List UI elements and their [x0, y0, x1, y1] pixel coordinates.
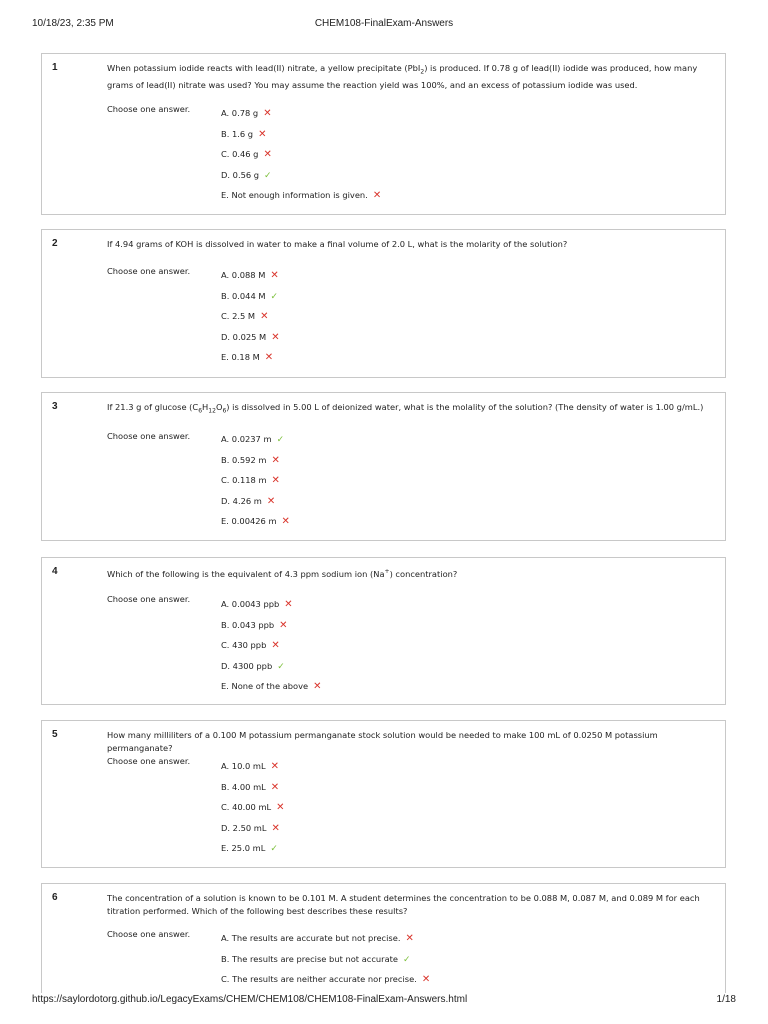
cross-mark-icon: ✕: [264, 352, 274, 363]
cross-mark-icon: ✕: [270, 781, 280, 793]
check-mark-icon: ✓: [264, 170, 272, 181]
cross-mark-icon: ✕: [260, 311, 269, 322]
answer-option[interactable]: C. 2.5 M ✕: [221, 311, 269, 322]
answer-option[interactable]: D. 2.50 mL ✕: [221, 822, 280, 834]
question-1: [41, 53, 726, 215]
answer-option[interactable]: B. 0.592 m ✕: [221, 454, 280, 466]
answer-option[interactable]: D. 0.025 M ✕: [221, 331, 280, 343]
question-number: 5: [52, 729, 58, 740]
cross-mark-icon: ✕: [284, 599, 293, 610]
answer-option[interactable]: E. Not enough information is given. ✕: [221, 190, 382, 201]
answer-option[interactable]: A. 0.088 M ✕: [221, 270, 279, 281]
answer-list: [221, 932, 430, 994]
cross-mark-icon: ✕: [263, 108, 272, 119]
check-mark-icon: ✓: [276, 435, 285, 445]
answer-option[interactable]: D. 0.56 g ✓: [221, 169, 272, 181]
choose-one-label: Choose one answer.: [107, 431, 191, 441]
cross-mark-icon: ✕: [372, 190, 382, 201]
question-number: 3: [52, 401, 58, 412]
page-number: 1/18: [716, 994, 736, 1005]
cross-mark-icon: ✕: [405, 933, 414, 944]
print-title: CHEM108-FinalExam-Answers: [314, 18, 454, 29]
question-5: [41, 720, 726, 868]
choose-one-label: Choose one answer.: [107, 266, 191, 276]
question-text: If 4.94 grams of KOH is dissolved in water to make a final volume of 2.0 L, what is the molarity of the solution?: [107, 239, 568, 249]
cross-mark-icon: ✕: [271, 475, 280, 486]
cross-mark-icon: ✕: [276, 802, 285, 813]
answer-option[interactable]: C. 40.00 mL ✕: [221, 802, 285, 813]
page-url: https://saylordotorg.github.io/LegacyExams/CHEM/CHEM108/CHEM108-FinalExam-Answers.html: [32, 994, 468, 1005]
answer-list: [221, 107, 381, 210]
question-text: If 21.3 g of glucose $(C_6H_{12}O_6)$ is dissolved in 5.00 L of deionized water, what is the molality of the solution? (The density of water is 1.00 g/mL.): [107, 402, 704, 415]
answer-option[interactable]: B. 4.00 mL ✕: [221, 781, 280, 793]
answer-option[interactable]: E. 25.0 mL ✓: [221, 843, 278, 854]
answer-option[interactable]: C. 0.46 g ✕: [221, 149, 272, 160]
cross-mark-icon: ✕: [421, 974, 431, 985]
check-mark-icon: ✓: [270, 844, 278, 854]
cross-mark-icon: ✕: [281, 516, 290, 527]
question-number: 2: [52, 238, 58, 249]
answer-option[interactable]: C. The results are neither accurate nor precise. ✕: [221, 974, 431, 985]
answer-list: [221, 269, 280, 372]
cross-mark-icon: ✕: [271, 331, 280, 343]
question-number: 6: [52, 892, 58, 903]
check-mark-icon: ✓: [270, 291, 279, 302]
cross-mark-icon: ✕: [271, 822, 280, 834]
question-6: [41, 883, 726, 993]
answer-option[interactable]: C. 430 ppb ✕: [221, 640, 280, 651]
answer-option[interactable]: E. None of the above ✕: [221, 681, 322, 692]
answer-list: [221, 433, 290, 536]
answer-option[interactable]: B. 0.044 M ✓: [221, 290, 279, 302]
choose-one-label: Choose one answer.: [107, 104, 191, 114]
question-2: [41, 229, 726, 378]
check-mark-icon: ✓: [277, 661, 285, 672]
question-number: 4: [52, 566, 58, 577]
answer-option[interactable]: B. The results are precise but not accurate ✓: [221, 953, 411, 965]
answer-option[interactable]: B. 0.043 ppb ✕: [221, 619, 288, 631]
answer-list: [221, 598, 322, 701]
answer-option[interactable]: D. 4300 ppb ✓: [221, 660, 285, 672]
question-number: 1: [52, 62, 58, 73]
answer-option[interactable]: C. 0.118 m ✕: [221, 475, 280, 486]
answer-option[interactable]: A. The results are accurate but not precise. ✕: [221, 933, 414, 944]
cross-mark-icon: ✕: [258, 128, 267, 140]
cross-mark-icon: ✕: [270, 761, 280, 772]
question-text: Which of the following is the equivalent of 4.3 ppm sodium ion (Na+) concentration?: [107, 568, 458, 579]
answer-option[interactable]: A. 0.78 g ✕: [221, 108, 272, 119]
choose-one-label: Choose one answer.: [107, 756, 191, 766]
choose-one-label: Choose one answer.: [107, 929, 191, 939]
answer-option[interactable]: A. 0.0237 m ✓: [221, 434, 285, 445]
cross-mark-icon: ✕: [263, 149, 272, 160]
cross-mark-icon: ✕: [279, 619, 288, 631]
answer-option[interactable]: A. 10.0 mL ✕: [221, 761, 280, 772]
cross-mark-icon: ✕: [270, 270, 279, 281]
choose-one-label: Choose one answer.: [107, 594, 191, 604]
cross-mark-icon: ✕: [266, 495, 276, 507]
question-text: The concentration of a solution is known to be 0.101 M. A student determines the concentration to be 0.088 M, 0.087 M, and 0.089 M for each titration performed. Which of the following best describes these results?: [107, 893, 700, 916]
answer-option[interactable]: B. 1.6 g ✕: [221, 128, 267, 140]
cross-mark-icon: ✕: [271, 454, 280, 466]
question-4: [41, 557, 726, 705]
answer-option[interactable]: D. 4.26 m ✕: [221, 495, 276, 507]
cross-mark-icon: ✕: [271, 640, 280, 651]
answer-option[interactable]: A. 0.0043 ppb ✕: [221, 599, 293, 610]
question-3: [41, 392, 726, 541]
check-mark-icon: ✓: [403, 954, 411, 965]
answer-list: [221, 760, 285, 863]
answer-option[interactable]: E. 0.18 M ✕: [221, 352, 274, 363]
answer-option[interactable]: E. 0.00426 m ✕: [221, 516, 290, 527]
print-datetime: 10/18/23, 2:35 PM: [32, 18, 114, 29]
cross-mark-icon: ✕: [313, 681, 322, 692]
question-text: How many milliliters of a 0.100 M potassium permanganate stock solution would be needed to make 100 mL of 0.0250 M potassium permanganate?: [107, 730, 658, 753]
question-text: When potassium iodide reacts with lead(II) nitrate, a yellow precipitate (PbI$_2$) is produced. If 0.78 g of lead(II) iodide was produced, how many grams of lead(II) nitrate was used? You may assume the reaction yield was 100%, and an excess of potassium iodide was used.: [107, 63, 698, 91]
